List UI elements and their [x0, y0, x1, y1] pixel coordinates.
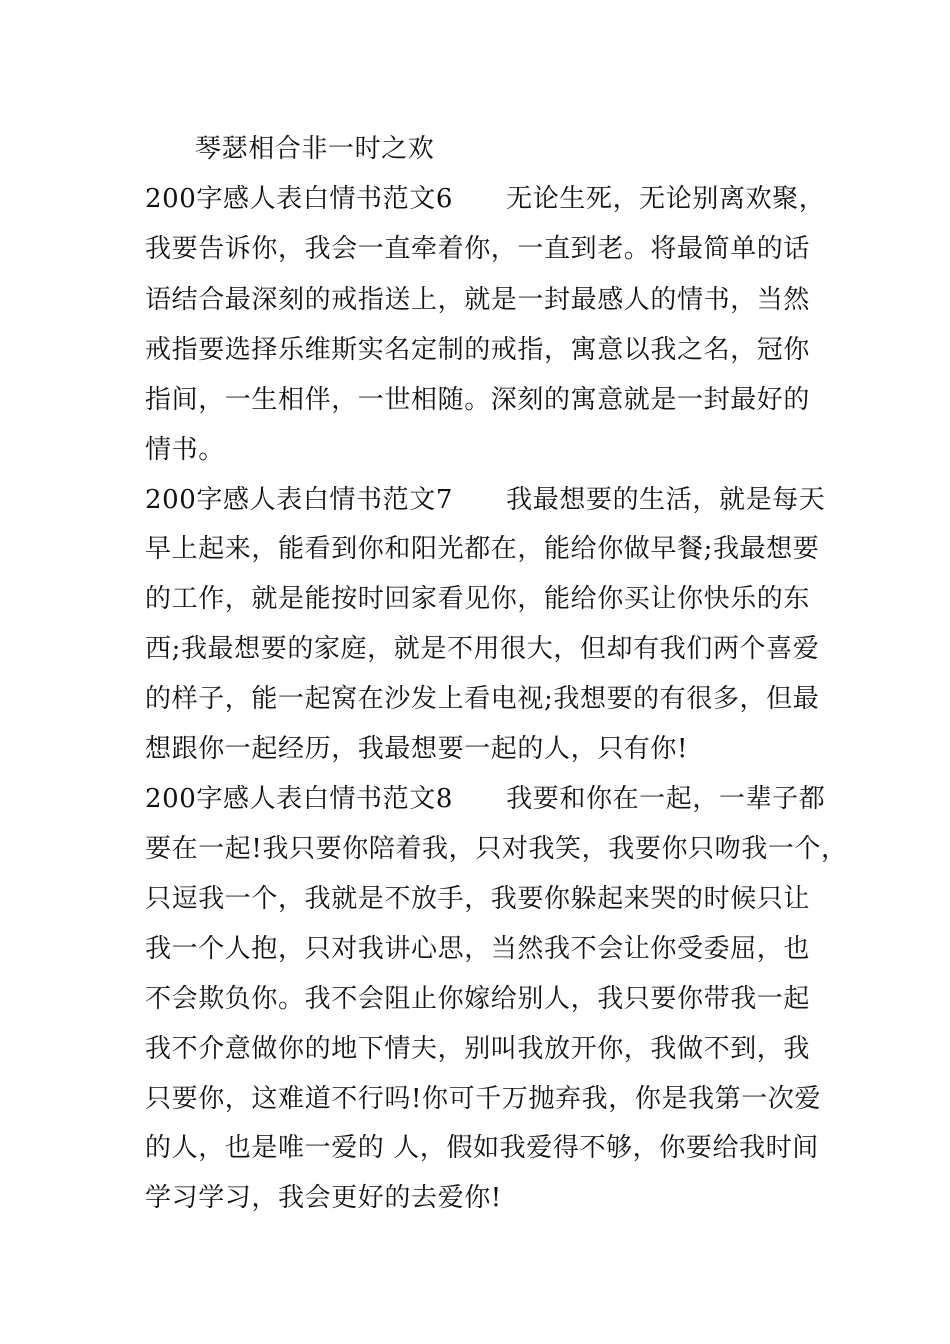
text-line: 想跟你一起经历，我最想要一起的人，只有你! [145, 734, 689, 764]
section-heading-line: 200字感人表白情书范文6 无论生死，无论别离欢聚， [145, 184, 826, 214]
text-line: 的工作，就是能按时回家看见你，能给你买让你快乐的东 [145, 584, 811, 614]
text-line: 学习学习，我会更好的去爱你! [145, 1183, 502, 1213]
text-line: 要在一起!我只要你陪着我，只对我笑，我要你只吻我一个， [145, 834, 848, 864]
text-line: 只要你，这难道不行吗!你可千万抛弃我，你是我第一次爱 [145, 1084, 822, 1114]
section-heading-line: 200字感人表白情书范文7 我最想要的生活，就是每天 [145, 485, 826, 515]
text-line: 的样子，能一起窝在沙发上看电视;我想要的有很多，但最 [145, 684, 820, 714]
text-line: 的人，也是唯一爱的 人，假如我爱得不够，你要给我时间 [145, 1133, 819, 1163]
text-line: 琴瑟相合非一时之欢 [195, 134, 435, 164]
text-line: 我要告诉你，我会一直牵着你，一直到老。将最简单的话 [145, 234, 811, 264]
text-line: 情书。 [145, 435, 225, 465]
text-line: 不会欺负你。我不会阻止你嫁给别人，我只要你带我一起 [145, 984, 811, 1014]
text-line: 指间，一生相伴，一世相随。深刻的寓意就是一封最好的 [145, 385, 811, 415]
text-line: 西;我最想要的家庭，就是不用很大，但却有我们两个喜爱 [145, 634, 820, 664]
text-line: 我一个人抱，只对我讲心思，当然我不会让你受委屈，也 [145, 934, 811, 964]
section-heading-line: 200字感人表白情书范文8 我要和你在一起，一辈子都 [145, 784, 826, 814]
text-line: 只逗我一个，我就是不放手，我要你躲起来哭的时候只让 [145, 884, 811, 914]
text-line: 戒指要选择乐维斯实名定制的戒指，寓意以我之名，冠你 [145, 335, 811, 365]
text-line: 我不介意做你的地下情夫，别叫我放开你，我做不到，我 [145, 1034, 811, 1064]
text-line: 语结合最深刻的戒指送上，就是一封最感人的情书，当然 [145, 285, 811, 315]
text-line: 早上起来，能看到你和阳光都在，能给你做早餐;我最想要 [145, 534, 820, 564]
